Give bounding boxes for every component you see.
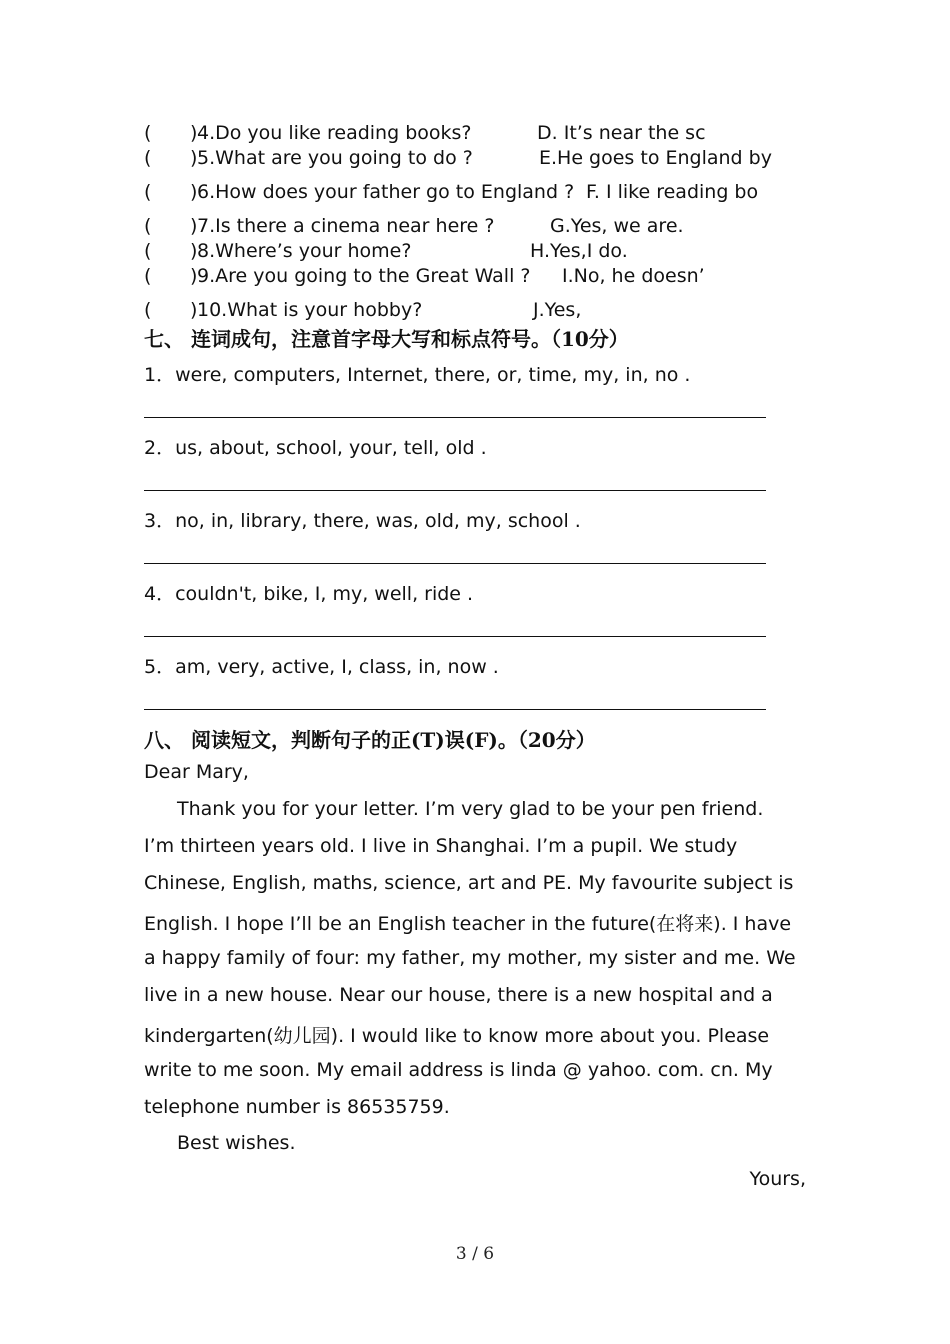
matching-answer: H.Yes,I do. [530, 240, 628, 262]
answer-blank-open: ( [144, 240, 152, 262]
sentence-prompt: 5．am, very, active, I, class, in, now . [144, 656, 499, 678]
answer-blank-close: ) [190, 122, 198, 144]
section-8-heading: 八、 阅读短文，判断句子的正(T)误(F)。（20分） [144, 728, 596, 752]
letter-line: live in a new house. Near our house, there is a new hospital and a [144, 984, 773, 1006]
letter-line: write to me soon. My email address is linda @ yahoo. com. cn. My [144, 1059, 773, 1081]
answer-blank-open: ( [144, 215, 152, 237]
answer-blank-close: ) [190, 147, 198, 169]
matching-question: 6.How does your father go to England ? [197, 181, 575, 203]
sentence-prompt: 2．us, about, school, your, tell, old . [144, 437, 487, 459]
page-number: 3 / 6 [455, 1244, 495, 1264]
matching-question: 9.Are you going to the Great Wall ? [197, 265, 531, 287]
matching-answer: D. It’s near the sc [537, 122, 706, 144]
matching-question: 7.Is there a cinema near here ? [197, 215, 495, 237]
sentence-prompt: 4．couldn't, bike, I, my, well, ride . [144, 583, 474, 605]
answer-blank-open: ( [144, 181, 152, 203]
matching-question: 10.What is your hobby? [197, 299, 423, 321]
answer-line[interactable] [144, 490, 766, 491]
answer-blank-close: ) [190, 299, 198, 321]
answer-blank-open: ( [144, 299, 152, 321]
letter-line: I’m thirteen years old. I live in Shanghai. I’m a pupil. We study [144, 835, 738, 857]
answer-blank-open: ( [144, 147, 152, 169]
answer-blank-close: ) [190, 215, 198, 237]
letter-line: Thank you for your letter. I’m very glad to be your pen friend. [177, 798, 764, 820]
answer-blank-close: ) [190, 265, 198, 287]
matching-answer: J.Yes, [533, 299, 582, 321]
answer-blank-open: ( [144, 122, 152, 144]
letter-closing: Best wishes. [177, 1132, 296, 1154]
answer-blank-open: ( [144, 265, 152, 287]
answer-blank-close: ) [190, 240, 198, 262]
matching-question: 4.Do you like reading books? [197, 122, 472, 144]
sentence-prompt: 1．were, computers, Internet, there, or, time, my, in, no . [144, 364, 691, 386]
section-7-heading: 七、 连词成句，注意首字母大写和标点符号。（10分） [144, 327, 629, 351]
letter-line: a happy family of four: my father, my mother, my sister and me. We [144, 947, 796, 969]
matching-answer: F. I like reading bo [586, 181, 759, 203]
answer-blank-close: ) [190, 181, 198, 203]
answer-line[interactable] [144, 636, 766, 637]
letter-line: Chinese, English, maths, science, art and PE. My favourite subject is [144, 872, 794, 894]
letter-greeting: Dear Mary, [144, 761, 249, 783]
sentence-prompt: 3．no, in, library, there, was, old, my, school . [144, 510, 581, 532]
letter-line: kindergarten(幼儿园). I would like to know more about you. Please [144, 1025, 770, 1047]
answer-line[interactable] [144, 417, 766, 418]
matching-answer: G.Yes, we are. [550, 215, 684, 237]
letter-line: English. I hope I’ll be an English teacher in the future(在将来). I have [144, 913, 792, 935]
matching-answer: E.He goes to England by [539, 147, 772, 169]
matching-answer: I.No, he doesn’ [562, 265, 705, 287]
matching-question: 8.Where’s your home? [197, 240, 412, 262]
answer-line[interactable] [144, 709, 766, 710]
matching-question: 5.What are you going to do ? [197, 147, 473, 169]
letter-signoff: Yours, [749, 1168, 806, 1190]
letter-line: telephone number is 86535759. [144, 1096, 450, 1118]
answer-line[interactable] [144, 563, 766, 564]
